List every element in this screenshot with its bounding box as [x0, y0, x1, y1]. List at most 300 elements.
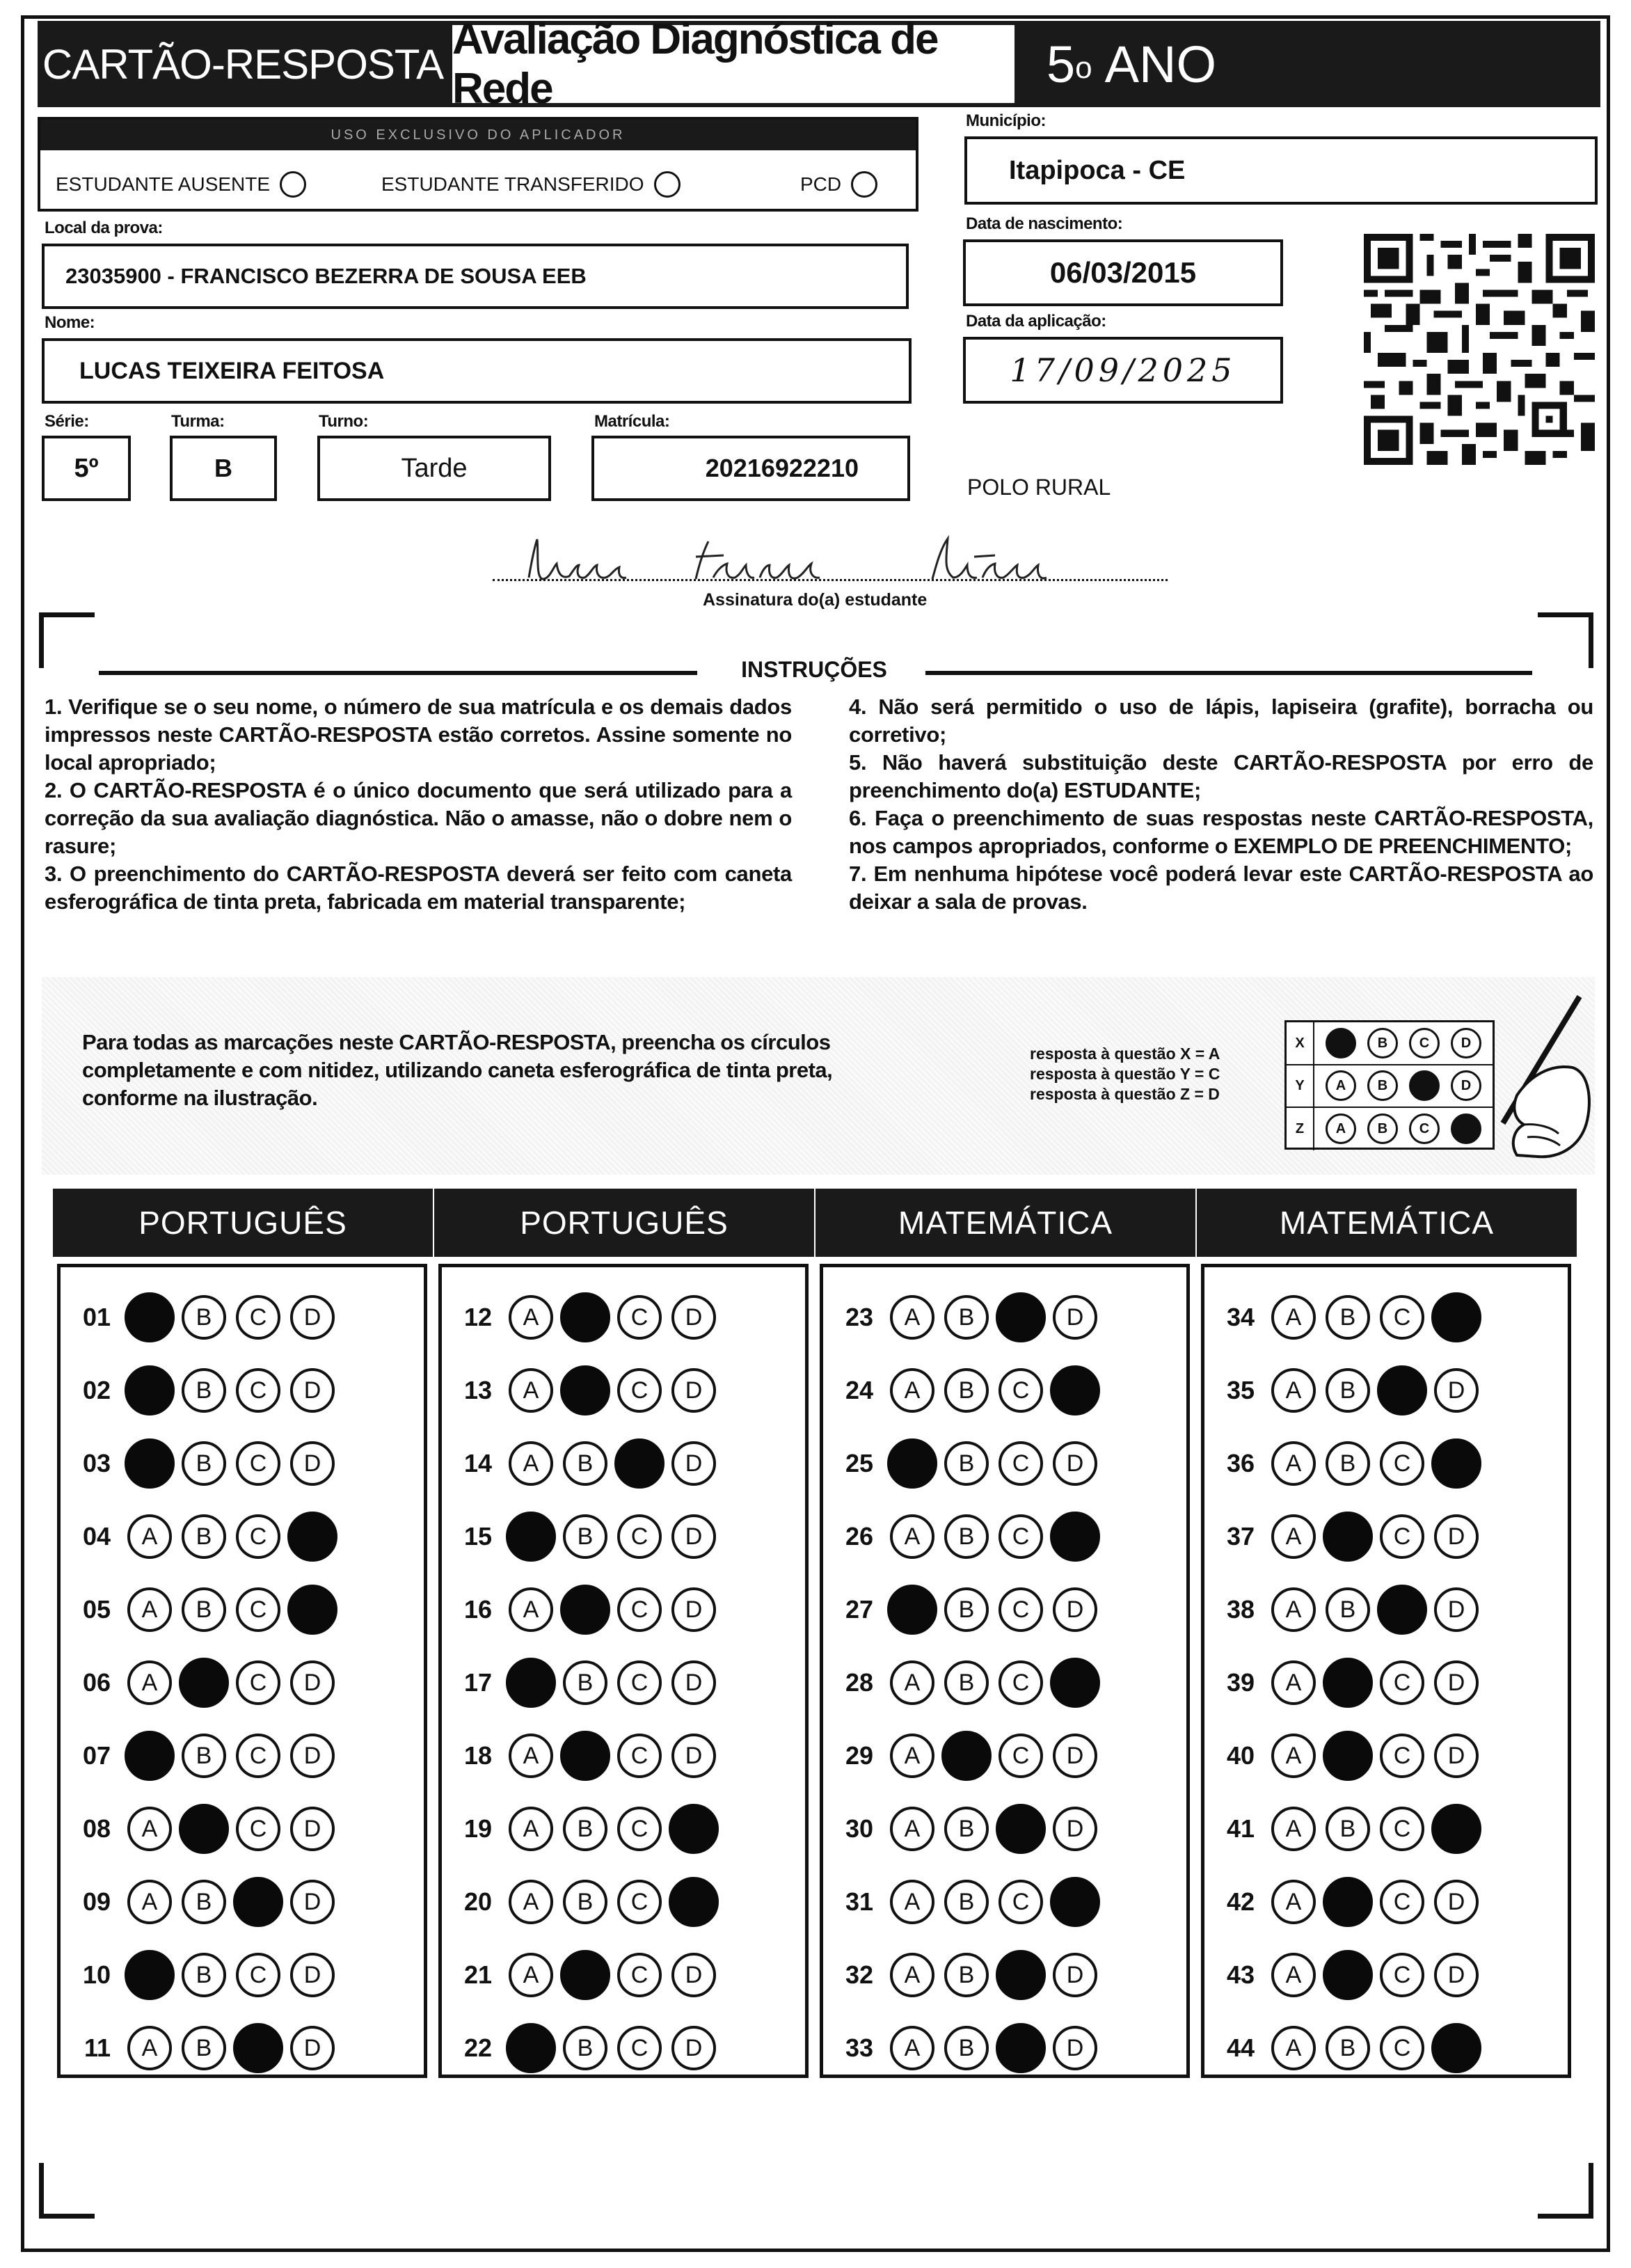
question-number: 35 [1226, 1376, 1255, 1404]
grade-label: ANO [1104, 35, 1216, 93]
transferred-option[interactable] [381, 171, 681, 198]
answer-bubble-d[interactable]: D [1053, 1953, 1097, 1997]
question-row [1204, 1946, 1479, 2004]
local-field [42, 244, 909, 309]
answer-bubble-b[interactable]: B [563, 1807, 607, 1851]
nascimento-label: Data de nascimento: [966, 214, 1123, 233]
answer-bubble-d[interactable]: D [290, 1295, 335, 1340]
question-number: 21 [463, 1960, 492, 1989]
answer-bubble-d[interactable]: D [1053, 1295, 1097, 1340]
answer-bubble-a[interactable]: A [509, 1734, 553, 1778]
answer-bubble-b[interactable]: B [941, 1731, 992, 1781]
question-row [1204, 1434, 1479, 1493]
answer-bubble-c[interactable]: C [617, 1734, 662, 1778]
answer-bubble-a[interactable]: A [125, 1950, 175, 2000]
absent-option[interactable] [56, 171, 306, 198]
question-number: 01 [82, 1303, 111, 1331]
answer-bubble-a[interactable]: A [1271, 1587, 1316, 1632]
example-row-key: Z [1287, 1107, 1314, 1150]
signature-label: Assinatura do(a) estudante [703, 590, 928, 610]
nascimento-value: 06/03/2015 [1049, 256, 1197, 289]
applicator-bar: USO EXCLUSIVO DO APLICADOR [40, 120, 916, 150]
question-row [442, 1946, 716, 2004]
answer-bubble-b[interactable]: B [1323, 1950, 1373, 2000]
turma-label: Turma: [171, 412, 225, 431]
answer-bubble-d[interactable]: D [1434, 1587, 1479, 1632]
absent-bubble[interactable] [280, 171, 306, 198]
question-row [1204, 1873, 1479, 1931]
answer-bubble-b[interactable]: B [182, 1734, 226, 1778]
answer-bubble-d[interactable]: D [290, 2026, 335, 2070]
answer-bubble-c[interactable]: C [1380, 1441, 1424, 1486]
question-row [1204, 1800, 1479, 1858]
example-bubble-d: D [1451, 1113, 1481, 1144]
answer-bubble-c[interactable]: C [996, 1950, 1046, 2000]
answer-bubble-b[interactable]: B [1326, 1295, 1370, 1340]
answer-bubble-d[interactable]: D [671, 1953, 716, 1997]
answer-bubble-b[interactable]: B [1323, 1731, 1373, 1781]
answer-bubble-a[interactable]: A [1271, 1368, 1316, 1413]
example-bubble-c: C [1409, 1113, 1440, 1144]
transferred-bubble[interactable] [654, 171, 681, 198]
matricula-field [591, 436, 910, 501]
answer-bubble-b[interactable]: B [1323, 1512, 1373, 1562]
answer-bubble-c[interactable]: C [614, 1438, 665, 1489]
answer-bubble-d[interactable]: D [671, 1514, 716, 1559]
answer-bubble-b[interactable]: B [182, 1368, 226, 1413]
answer-bubble-b[interactable]: B [182, 1295, 226, 1340]
answer-panel [820, 1264, 1190, 2078]
answer-bubble-c[interactable]: C [1377, 1365, 1427, 1415]
answer-bubble-c[interactable]: C [1380, 1514, 1424, 1559]
answer-bubble-c[interactable]: C [1380, 1880, 1424, 1924]
answer-bubble-c[interactable]: C [617, 1587, 662, 1632]
answer-bubble-c[interactable]: C [1377, 1585, 1427, 1635]
example-text: Para todas as marcações neste CARTÃO-RESPOSTA, preencha os círculos completamente e com nitidez, utilizando caneta esferográfica de tinta preta, conforme na ilustração. [82, 1030, 833, 1110]
question-number: 42 [1226, 1887, 1255, 1916]
answer-bubble-a[interactable]: A [509, 1295, 553, 1340]
example-bubble-a: A [1326, 1028, 1356, 1058]
turma-field [170, 436, 277, 501]
answer-bubble-b[interactable]: B [1326, 1368, 1370, 1413]
answer-bubble-a[interactable]: A [127, 1514, 172, 1559]
serie-value: 5º [74, 453, 99, 483]
answer-bubble-d[interactable]: D [671, 1441, 716, 1486]
answer-bubble-a[interactable]: A [127, 1587, 172, 1632]
subject-header: PORTUGUÊS [53, 1189, 433, 1257]
question-number: 07 [82, 1741, 111, 1770]
answer-bubble-a[interactable]: A [506, 1512, 556, 1562]
answer-bubble-b[interactable]: B [560, 1292, 610, 1342]
answer-bubble-a[interactable]: A [1271, 1295, 1316, 1340]
answer-bubble-b[interactable]: B [182, 1953, 226, 1997]
question-row [442, 1507, 716, 1566]
answer-bubble-a[interactable]: A [509, 1368, 553, 1413]
answer-bubble-c[interactable]: C [1380, 1953, 1424, 1997]
answer-bubble-c[interactable]: C [236, 1295, 280, 1340]
question-number: 11 [83, 2033, 111, 2062]
answer-bubble-d[interactable]: D [669, 1804, 719, 1854]
answer-bubble-d[interactable]: D [671, 1587, 716, 1632]
answer-bubble-c[interactable]: C [233, 1877, 283, 1927]
answer-bubble-c[interactable]: C [236, 1807, 280, 1851]
answer-bubble-b[interactable]: B [182, 1441, 226, 1486]
answer-bubble-b[interactable]: B [563, 2026, 607, 2070]
answer-bubble-a[interactable]: A [127, 2026, 172, 2070]
question-number: 43 [1226, 1960, 1255, 1989]
pcd-bubble[interactable] [851, 171, 877, 198]
example-grid [1284, 1020, 1495, 1150]
question-row [442, 1727, 716, 1785]
answer-bubble-c[interactable]: C [1380, 1295, 1424, 1340]
grade-sup: o [1075, 51, 1092, 85]
serie-field [42, 436, 131, 501]
answer-bubble-a[interactable]: A [890, 1514, 934, 1559]
question-row [1204, 1507, 1479, 1566]
answer-bubble-c[interactable]: C [999, 1880, 1043, 1924]
answer-bubble-d[interactable]: D [290, 1953, 335, 1997]
question-row [61, 1654, 335, 1712]
subject-header: PORTUGUÊS [434, 1189, 814, 1257]
answer-panel [438, 1264, 809, 2078]
answer-bubble-a[interactable]: A [887, 1438, 937, 1489]
answer-bubble-a[interactable]: A [509, 1587, 553, 1632]
question-row [61, 1800, 335, 1858]
question-number: 05 [82, 1595, 111, 1624]
question-number: 39 [1226, 1668, 1255, 1697]
answer-bubble-b[interactable]: B [1323, 1658, 1373, 1708]
answer-bubble-a[interactable]: A [1271, 1660, 1316, 1705]
question-number: 16 [463, 1595, 492, 1624]
question-number: 33 [845, 2033, 873, 2062]
question-row [442, 1800, 716, 1858]
answer-bubble-c[interactable]: C [233, 2023, 283, 2073]
question-row [442, 1873, 716, 1931]
answer-bubble-a[interactable]: A [509, 1807, 553, 1851]
instructions-rule-left [99, 671, 697, 675]
answer-bubble-c[interactable]: C [236, 1587, 280, 1632]
answer-bubble-d[interactable]: D [1053, 1587, 1097, 1632]
answer-bubble-d[interactable]: D [1053, 1441, 1097, 1486]
answer-bubble-b[interactable]: B [1323, 1877, 1373, 1927]
question-number: 40 [1226, 1741, 1255, 1770]
answer-bubble-d[interactable]: D [1050, 1658, 1100, 1708]
answer-bubble-a[interactable]: A [890, 1660, 934, 1705]
turno-value: Tarde [401, 453, 468, 483]
question-number: 17 [463, 1668, 492, 1697]
answer-bubble-a[interactable]: A [509, 1880, 553, 1924]
answer-bubble-c[interactable]: C [617, 1660, 662, 1705]
answer-bubble-c[interactable]: C [617, 1953, 662, 1997]
answer-bubble-d[interactable]: D [1434, 1880, 1479, 1924]
question-row [442, 1654, 716, 1712]
answer-bubble-a[interactable]: A [506, 2023, 556, 2073]
answer-bubble-d[interactable]: D [290, 1807, 335, 1851]
question-row [823, 1946, 1097, 2004]
answer-bubble-a[interactable]: A [125, 1292, 175, 1342]
answer-bubble-a[interactable]: A [1271, 2026, 1316, 2070]
answer-bubble-d[interactable]: D [1431, 1438, 1481, 1489]
answer-bubble-a[interactable]: A [1271, 1514, 1316, 1559]
municipio-field [964, 136, 1598, 205]
answer-bubble-b[interactable]: B [1326, 1587, 1370, 1632]
answer-bubble-b[interactable]: B [182, 1880, 226, 1924]
answer-bubble-a[interactable]: A [127, 1807, 172, 1851]
answer-bubble-a[interactable]: A [1271, 1441, 1316, 1486]
answer-bubble-b[interactable]: B [560, 1585, 610, 1635]
answer-bubble-d[interactable]: D [1434, 1368, 1479, 1413]
question-row [823, 1580, 1097, 1639]
answer-bubble-d[interactable]: D [1050, 1877, 1100, 1927]
answer-bubble-d[interactable]: D [290, 1734, 335, 1778]
example-bubble-b: B [1367, 1028, 1398, 1058]
answer-bubble-d[interactable]: D [669, 1877, 719, 1927]
answer-bubble-d[interactable]: D [1050, 1512, 1100, 1562]
subject-header: MATEMÁTICA [816, 1189, 1195, 1257]
question-row [823, 1288, 1097, 1347]
answer-bubble-b[interactable]: B [182, 1514, 226, 1559]
example-answer-z: resposta à questão Z = D [1030, 1085, 1220, 1103]
answer-bubble-c[interactable]: C [999, 1734, 1043, 1778]
answer-bubble-a[interactable]: A [1271, 1734, 1316, 1778]
answer-bubble-d[interactable]: D [1050, 1365, 1100, 1415]
answer-bubble-c[interactable]: C [996, 1292, 1046, 1342]
answer-bubble-d[interactable]: D [1434, 1734, 1479, 1778]
nome-field [42, 338, 912, 404]
answer-bubble-d[interactable]: D [1434, 1953, 1479, 1997]
answer-bubble-b[interactable]: B [563, 1441, 607, 1486]
question-row [1204, 1727, 1479, 1785]
nome-value: LUCAS TEIXEIRA FEITOSA [79, 357, 385, 384]
question-row [1204, 1580, 1479, 1639]
grade-banner [1019, 21, 1600, 107]
answer-bubble-c[interactable]: C [999, 1368, 1043, 1413]
answer-bubble-a[interactable]: A [1271, 1807, 1316, 1851]
answer-bubble-a[interactable]: A [890, 1953, 934, 1997]
answer-bubble-d[interactable]: D [290, 1660, 335, 1705]
answer-bubble-a[interactable]: A [506, 1658, 556, 1708]
answer-bubble-c[interactable]: C [617, 1514, 662, 1559]
answer-bubble-b[interactable]: B [944, 1587, 989, 1632]
answer-bubble-b[interactable]: B [944, 1295, 989, 1340]
card-title: CARTÃO-RESPOSTA [38, 21, 448, 107]
answer-bubble-b[interactable]: B [560, 1731, 610, 1781]
answer-bubble-c[interactable]: C [236, 1953, 280, 1997]
answer-bubble-d[interactable]: D [1053, 2026, 1097, 2070]
answer-bubble-a[interactable]: A [1271, 1953, 1316, 1997]
question-row [442, 2019, 716, 2077]
answer-bubble-b[interactable]: B [179, 1658, 229, 1708]
example-bubble-b: B [1367, 1113, 1398, 1144]
question-number: 37 [1226, 1522, 1255, 1551]
answer-bubble-b[interactable]: B [944, 1953, 989, 1997]
question-number: 24 [845, 1376, 873, 1404]
answer-bubble-d[interactable]: D [671, 1295, 716, 1340]
answer-bubble-a[interactable]: A [890, 1880, 934, 1924]
answer-bubble-c[interactable]: C [617, 1295, 662, 1340]
qr-code [1364, 234, 1595, 465]
matricula-value: 20216922210 [705, 454, 859, 482]
corner-mark-top-left [39, 612, 95, 668]
answer-bubble-d[interactable]: D [287, 1512, 337, 1562]
answer-bubble-a[interactable]: A [127, 1660, 172, 1705]
signature-line [493, 579, 1168, 581]
answer-bubble-b[interactable]: B [944, 1514, 989, 1559]
question-row [61, 1434, 335, 1493]
instruction-2: 2. O CARTÃO-RESPOSTA é o único documento que será utilizado para a correção da sua avaliação diagnóstica. Não o amasse, não o dobre nem o rasure; [45, 778, 792, 858]
instruction-7: 7. Em nenhuma hipótese você poderá levar este CARTÃO-RESPOSTA ao deixar a sala de provas. [849, 862, 1593, 914]
answer-bubble-d[interactable]: D [287, 1585, 337, 1635]
answer-bubble-c[interactable]: C [996, 2023, 1046, 2073]
answer-bubble-c[interactable]: C [236, 1734, 280, 1778]
question-row [1204, 1361, 1479, 1420]
instructions-title: INSTRUÇÕES [741, 657, 887, 682]
question-row [61, 2019, 335, 2077]
question-row [823, 2019, 1097, 2077]
answer-bubble-a[interactable]: A [890, 1295, 934, 1340]
answer-bubble-b[interactable]: B [944, 2026, 989, 2070]
question-row [61, 1288, 335, 1347]
question-number: 34 [1226, 1303, 1255, 1331]
example-bubble-d: D [1451, 1070, 1481, 1101]
answer-bubble-b[interactable]: B [1326, 1807, 1370, 1851]
answer-bubble-d[interactable]: D [1431, 2023, 1481, 2073]
absent-label: ESTUDANTE AUSENTE [56, 173, 271, 195]
answer-bubble-c[interactable]: C [999, 1660, 1043, 1705]
question-row [442, 1288, 716, 1347]
answer-bubble-d[interactable]: D [671, 1368, 716, 1413]
answer-bubble-b[interactable]: B [563, 1880, 607, 1924]
question-number: 22 [463, 2033, 492, 2062]
answer-bubble-d[interactable]: D [290, 1441, 335, 1486]
example-answer-y: resposta à questão Y = C [1030, 1065, 1220, 1083]
answer-bubble-b[interactable]: B [944, 1368, 989, 1413]
question-row [823, 1507, 1097, 1566]
answer-bubble-a[interactable]: A [509, 1441, 553, 1486]
question-number: 44 [1226, 2033, 1255, 2062]
instruction-6: 6. Faça o preenchimento de suas respostas neste CARTÃO-RESPOSTA, nos campos apropriados, conforme o EXEMPLO DE PREENCHIMENTO; [849, 806, 1593, 858]
answer-bubble-d[interactable]: D [290, 1880, 335, 1924]
answer-bubble-b[interactable]: B [563, 1660, 607, 1705]
answer-bubble-c[interactable]: C [1380, 1807, 1424, 1851]
question-number: 41 [1226, 1814, 1255, 1843]
answer-bubble-b[interactable]: B [944, 1880, 989, 1924]
question-number: 13 [463, 1376, 492, 1404]
answer-bubble-b[interactable]: B [560, 1365, 610, 1415]
answer-panel [57, 1264, 427, 2078]
answer-bubble-c[interactable]: C [236, 1660, 280, 1705]
instruction-1: 1. Verifique se o seu nome, o número de sua matrícula e os demais dados impressos neste CARTÃO-RESPOSTA estão corretos. Assine somente no local apropriado; [45, 695, 792, 775]
answer-bubble-a[interactable]: A [890, 1734, 934, 1778]
question-number: 28 [845, 1668, 873, 1697]
answer-bubble-a[interactable]: A [127, 1880, 172, 1924]
question-number: 27 [845, 1595, 873, 1624]
answer-bubble-d[interactable]: D [671, 2026, 716, 2070]
answer-bubble-c[interactable]: C [996, 1804, 1046, 1854]
answer-bubble-d[interactable]: D [671, 1734, 716, 1778]
answer-bubble-c[interactable]: C [617, 1880, 662, 1924]
answer-bubble-c[interactable]: C [1380, 2026, 1424, 2070]
answer-bubble-a[interactable]: A [890, 2026, 934, 2070]
answer-bubble-a[interactable]: A [1271, 1880, 1316, 1924]
question-number: 36 [1226, 1449, 1255, 1477]
answer-bubble-b[interactable]: B [1326, 2026, 1370, 2070]
answer-bubble-c[interactable]: C [999, 1441, 1043, 1486]
answer-bubble-d[interactable]: D [290, 1368, 335, 1413]
answer-bubble-c[interactable]: C [1380, 1734, 1424, 1778]
question-number: 26 [845, 1522, 873, 1551]
answer-bubble-b[interactable]: B [944, 1441, 989, 1486]
question-row [1204, 1288, 1479, 1347]
answer-bubble-d[interactable]: D [1053, 1807, 1097, 1851]
answer-bubble-c[interactable]: C [1380, 1660, 1424, 1705]
question-number: 29 [845, 1741, 873, 1770]
answer-bubble-d[interactable]: D [1431, 1804, 1481, 1854]
answer-bubble-b[interactable]: B [182, 2026, 226, 2070]
instruction-5: 5. Não haverá substituição deste CARTÃO-RESPOSTA por erro de preenchimento do(a) ESTUDANTE; [849, 750, 1593, 802]
answer-bubble-a[interactable]: A [509, 1953, 553, 1997]
answer-bubble-c[interactable]: C [236, 1441, 280, 1486]
applicator-box [38, 117, 918, 212]
instruction-4: 4. Não será permitido o uso de lápis, lapiseira (grafite), borracha ou corretivo; [849, 695, 1593, 747]
answer-bubble-d[interactable]: D [671, 1660, 716, 1705]
example-answer-x: resposta à questão X = A [1030, 1045, 1220, 1063]
question-number: 12 [463, 1303, 492, 1331]
answer-bubble-d[interactable]: D [1053, 1734, 1097, 1778]
answer-bubble-c[interactable]: C [999, 1587, 1043, 1632]
answer-bubble-a[interactable]: A [887, 1585, 937, 1635]
example-answers [1030, 1044, 1220, 1104]
answer-bubble-b[interactable]: B [1326, 1441, 1370, 1486]
answer-bubble-c[interactable]: C [999, 1514, 1043, 1559]
answer-bubble-d[interactable]: D [1431, 1292, 1481, 1342]
answer-bubble-c[interactable]: C [617, 1807, 662, 1851]
question-row [61, 1946, 335, 2004]
example-row-key: X [1287, 1022, 1314, 1064]
answer-bubble-a[interactable]: A [125, 1365, 175, 1415]
example-bubble-a: A [1326, 1113, 1356, 1144]
question-row [61, 1727, 335, 1785]
question-number: 03 [82, 1449, 111, 1477]
turma-value: B [214, 454, 232, 482]
answer-bubble-b[interactable]: B [563, 1514, 607, 1559]
answer-bubble-a[interactable]: A [125, 1438, 175, 1489]
answer-bubble-c[interactable]: C [236, 1368, 280, 1413]
answer-bubble-b[interactable]: B [944, 1660, 989, 1705]
answer-bubble-b[interactable]: B [182, 1587, 226, 1632]
answer-bubble-c[interactable]: C [617, 1368, 662, 1413]
question-row [61, 1873, 335, 1931]
corner-mark-bottom-right [1538, 2163, 1593, 2219]
answer-bubble-b[interactable]: B [944, 1807, 989, 1851]
answer-bubble-a[interactable]: A [890, 1807, 934, 1851]
example-bubble-a: A [1326, 1070, 1356, 1101]
answer-bubble-a[interactable]: A [890, 1368, 934, 1413]
answer-bubble-c[interactable]: C [236, 1514, 280, 1559]
pcd-option[interactable] [800, 171, 877, 198]
answer-bubble-b[interactable]: B [560, 1950, 610, 2000]
answer-bubble-c[interactable]: C [617, 2026, 662, 2070]
corner-mark-bottom-left [39, 2163, 95, 2219]
answer-bubble-d[interactable]: D [1434, 1660, 1479, 1705]
serie-label: Série: [45, 412, 89, 431]
question-number: 20 [463, 1887, 492, 1916]
answer-bubble-a[interactable]: A [125, 1731, 175, 1781]
answer-bubble-d[interactable]: D [1434, 1514, 1479, 1559]
answer-bubble-b[interactable]: B [179, 1804, 229, 1854]
question-row [442, 1580, 716, 1639]
question-number: 09 [82, 1887, 111, 1916]
